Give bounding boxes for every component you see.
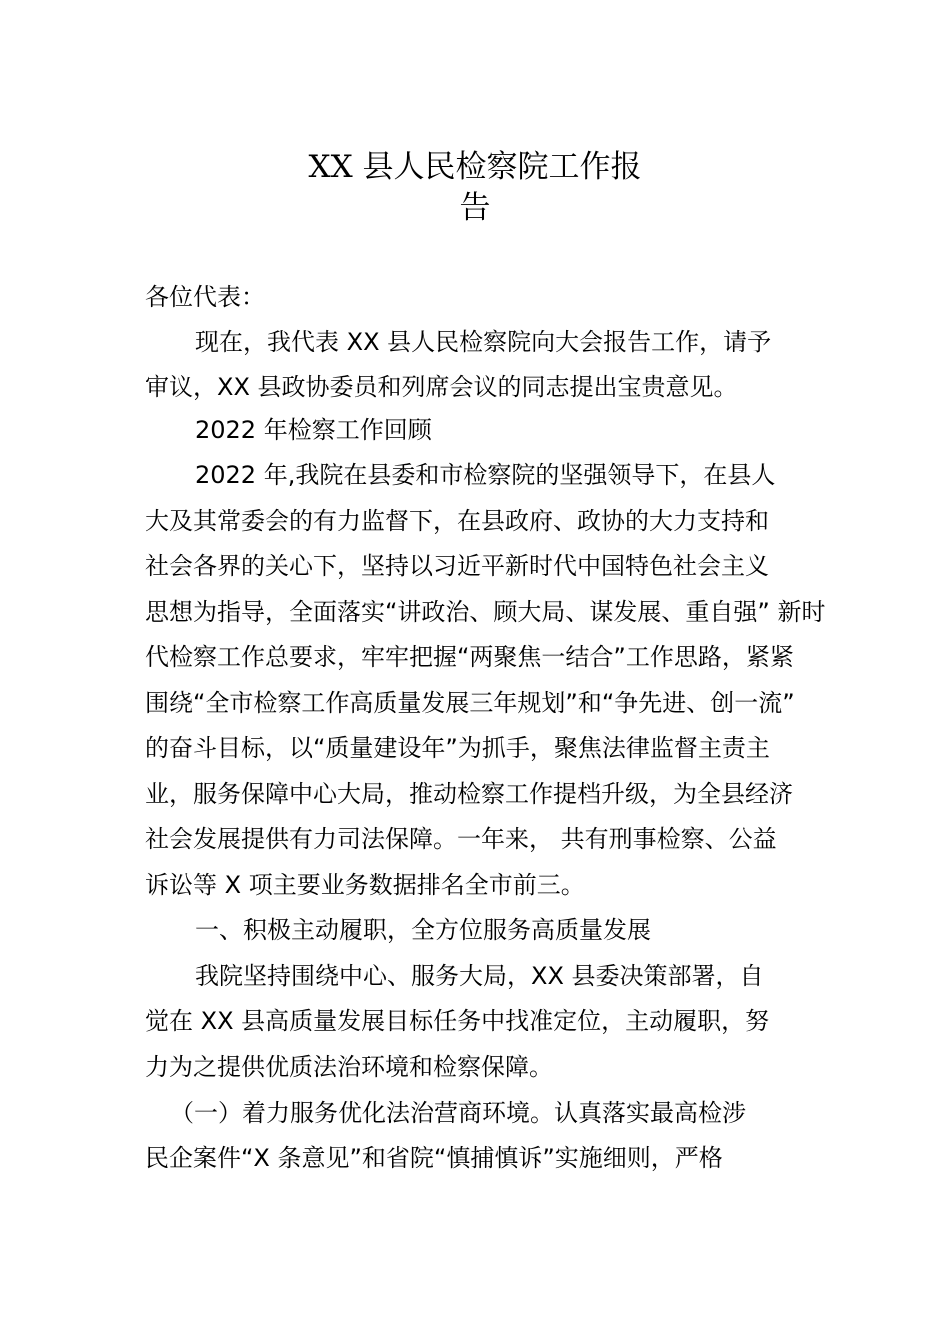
body-line: 社会各界的关心下，坚持以习近平新时代中国特色社会主义	[145, 552, 769, 580]
body-line: 现在，我代表 XX 县人民检察院向大会报告工作，请予	[195, 328, 772, 356]
body-line: 的奋斗目标，以“质量建设年”为抓手，聚焦法律监督主责主	[145, 734, 770, 762]
body-line: 觉在 XX 县高质量发展目标任务中找准定位，主动履职，努	[145, 1007, 770, 1035]
body-line: 社会发展提供有力司法保障。一年来， 共有刑事检察、公益	[145, 825, 777, 853]
document-title-line-2: 告	[459, 190, 491, 226]
body-line: 2022 年,我院在县委和市检察院的坚强领导下，在县人	[195, 461, 776, 489]
subsection-heading: （一）着力服务优化法治营商环境。认真落实最高检涉	[170, 1099, 746, 1127]
body-line: 审议，XX 县政协委员和列席会议的同志提出宝贵意见。	[145, 373, 738, 401]
body-line: 民企案件“X 条意见”和省院“慎捕慎诉”实施细则，严格	[145, 1144, 723, 1172]
body-line: 力为之提供优质法治环境和检察保障。	[145, 1053, 553, 1081]
document-title-line-1: XX 县人民检察院工作报	[308, 149, 642, 185]
body-line: 我院坚持围绕中心、服务大局，XX 县委决策部署，自	[195, 962, 764, 990]
salutation: 各位代表：	[145, 283, 265, 311]
section-heading-review: 2022 年检察工作回顾	[195, 416, 432, 444]
body-line: 围绕“全市检察工作高质量发展三年规划”和“争先进、创一流”	[145, 689, 795, 717]
body-line: 大及其常委会的有力监督下，在县政府、政协的大力支持和	[145, 507, 769, 535]
body-line: 诉讼等 X 项主要业务数据排名全市前三。	[145, 871, 585, 899]
body-line: 思想为指导，全面落实“讲政治、顾大局、谋发展、重自强” 新时	[145, 598, 826, 626]
section-heading-one: 一、积极主动履职，全方位服务高质量发展	[195, 916, 651, 944]
body-line: 代检察工作总要求，牢牢把握“两聚焦一结合”工作思路，紧紧	[145, 643, 794, 671]
body-line: 业，服务保障中心大局，推动检察工作提档升级，为全县经济	[145, 780, 793, 808]
